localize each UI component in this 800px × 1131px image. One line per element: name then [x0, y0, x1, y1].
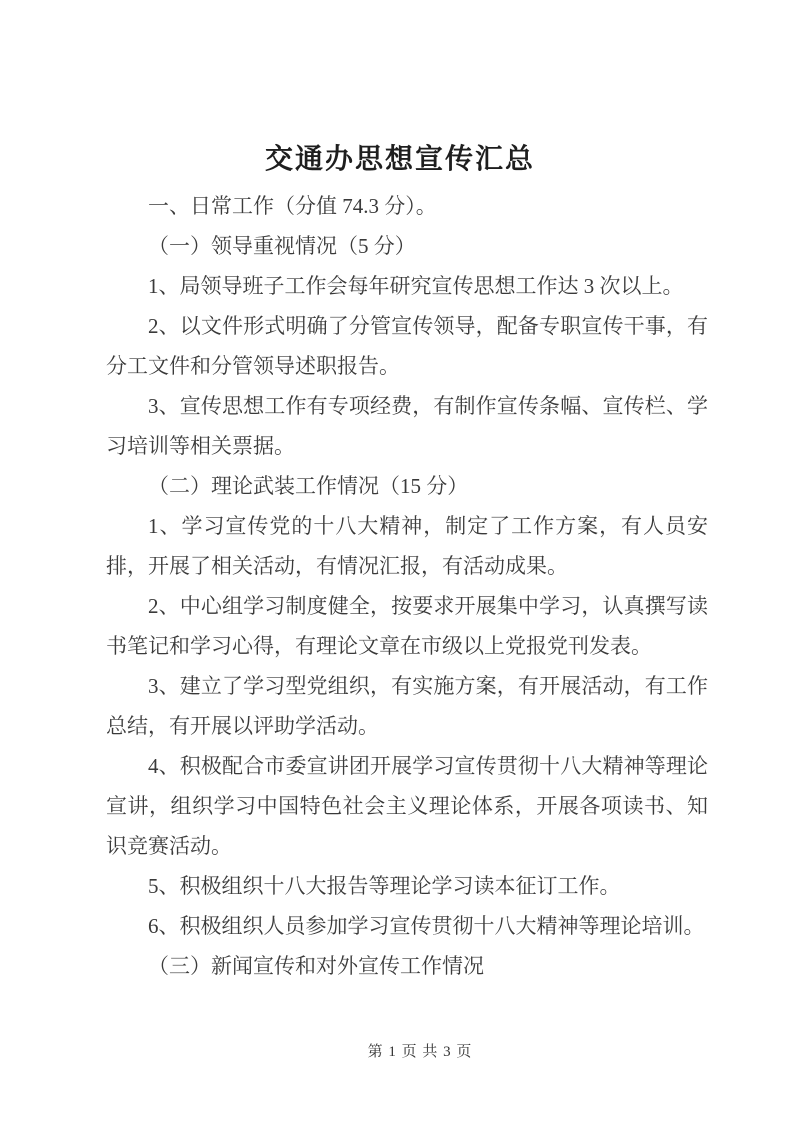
paragraph: 1、学习宣传党的十八大精神，制定了工作方案，有人员安排，开展了相关活动，有情况汇报，有活动成果。: [106, 514, 708, 578]
paragraph: 2、中心组学习制度健全，按要求开展集中学习，认真撰写读书笔记和学习心得，有理论文章在市级以上党报党刊发表。: [106, 594, 708, 658]
paragraph: （一）领导重视情况（5 分）: [148, 234, 416, 258]
document-title: 交通办思想宣传汇总: [264, 144, 535, 175]
paragraph: 1、局领导班子工作会每年研究宣传思想工作达 3 次以上。: [148, 274, 684, 298]
page-number-footer: 第 1 页 共 3 页: [367, 1044, 473, 1060]
paragraph: 4、积极配合市委宣讲团开展学习宣传贯彻十八大精神等理论宣讲，组织学习中国特色社会主义理论体系，开展各项读书、知识竞赛活动。: [106, 754, 708, 858]
paragraph: （二）理论武装工作情况（15 分）: [148, 474, 469, 498]
paragraph: 5、积极组织十八大报告等理论学习读本征订工作。: [148, 874, 621, 898]
paragraph: 3、建立了学习型党组织，有实施方案，有开展活动，有工作总结，有开展以评助学活动。: [106, 674, 708, 738]
paragraph: （三）新闻宣传和对外宣传工作情况: [148, 954, 484, 978]
paragraph: 2、以文件形式明确了分管宣传领导，配备专职宣传干事，有分工文件和分管领导述职报告。: [106, 314, 708, 378]
paragraph: 3、宣传思想工作有专项经费，有制作宣传条幅、宣传栏、学习培训等相关票据。: [106, 394, 708, 458]
paragraph: 6、积极组织人员参加学习宣传贯彻十八大精神等理论培训。: [148, 914, 705, 938]
paragraph: 一、日常工作（分值 74.3 分）。: [148, 194, 437, 218]
document-body: [106, 186, 708, 986]
